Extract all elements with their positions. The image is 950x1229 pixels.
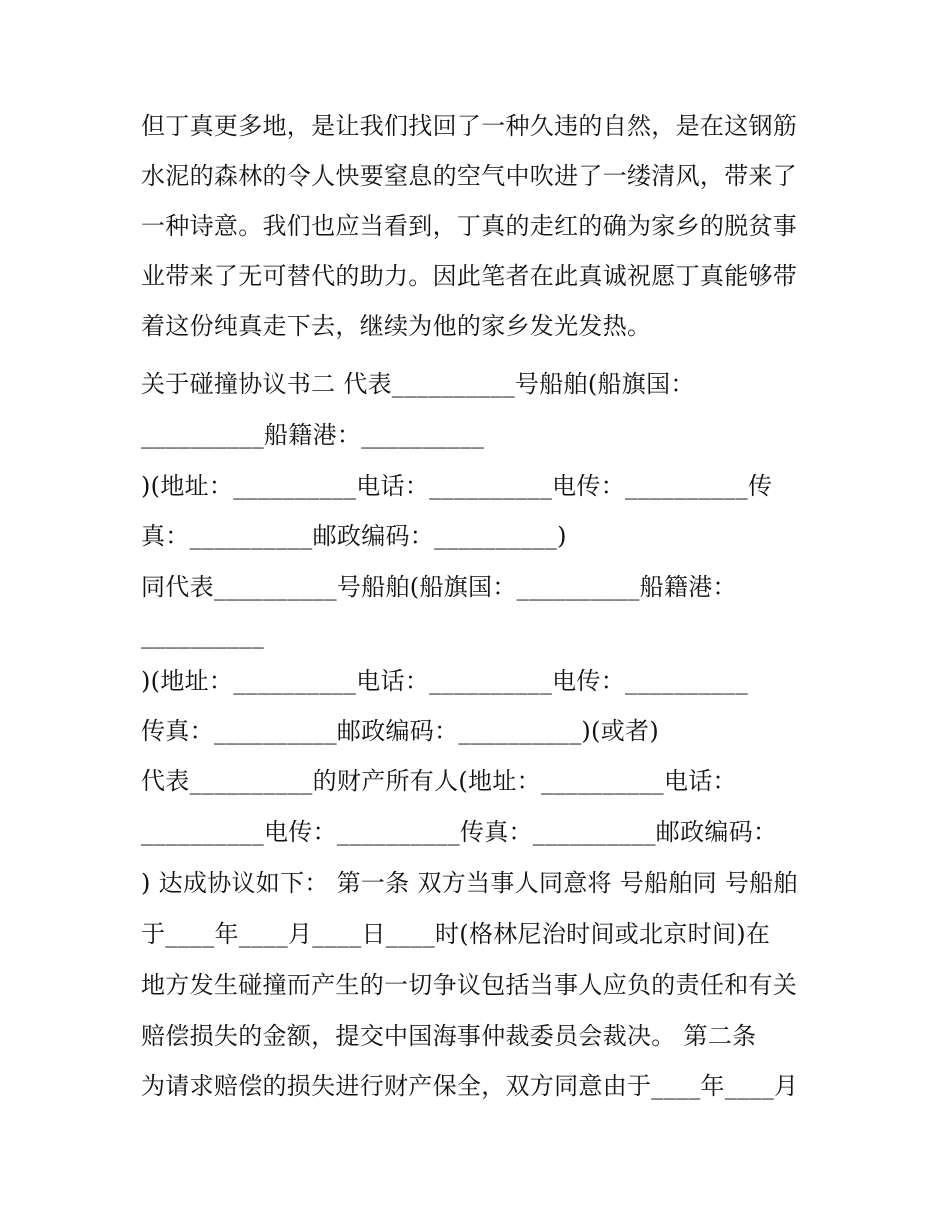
- text-line: )(地址：__________电话：__________电传：__________: [141, 667, 749, 695]
- text-line: ) 达成协议如下： 第一条 双方当事人同意将 号船舶同 号船舶: [141, 869, 798, 897]
- text-line: 为请求赔偿的损失进行财产保全，双方同意由于____年____月: [141, 1072, 799, 1100]
- text-line: 真：__________邮政编码：__________): [141, 522, 567, 550]
- text-line: __________: [141, 621, 264, 649]
- text-line: 一种诗意。我们也应当看到，丁真的走红的确为家乡的脱贫事: [141, 212, 798, 240]
- text-line: 但丁真更多地，是让我们找回了一种久违的自然，是在这钢筋: [141, 112, 798, 140]
- text-line: )(地址：__________电话：__________电传：__________传: [141, 472, 773, 500]
- text-line: 传真：__________邮政编码：__________)(或者): [141, 717, 659, 745]
- text-line: 水泥的森林的令人快要窒息的空气中吹进了一缕清风，带来了: [141, 162, 798, 190]
- text-line: __________船籍港：__________: [141, 421, 485, 449]
- text-line: 代表__________的财产所有人(地址：__________电话：: [141, 767, 737, 795]
- text-line: 同代表__________号船舶(船旗国：__________船籍港：: [141, 573, 737, 601]
- text-line: 着这份纯真走下去，继续为他的家乡发光发热。: [141, 312, 652, 340]
- text-line: 于____年____月____日____时(格林尼治时间或北京时间)在: [141, 920, 771, 948]
- text-line: 业带来了无可替代的助力。因此笔者在此真诚祝愿丁真能够带: [141, 262, 798, 290]
- text-line: __________电传：__________传真：__________邮政编码：: [141, 818, 778, 846]
- text-line: 地方发生碰撞而产生的一切争议包括当事人应负的责任和有关: [141, 971, 798, 999]
- text-line: 赔偿损失的金额，提交中国海事仲裁委员会裁决。 第二条: [141, 1022, 757, 1050]
- agreement-title-line: 关于碰撞协议书二 代表__________号船舶(船旗国：: [141, 370, 695, 398]
